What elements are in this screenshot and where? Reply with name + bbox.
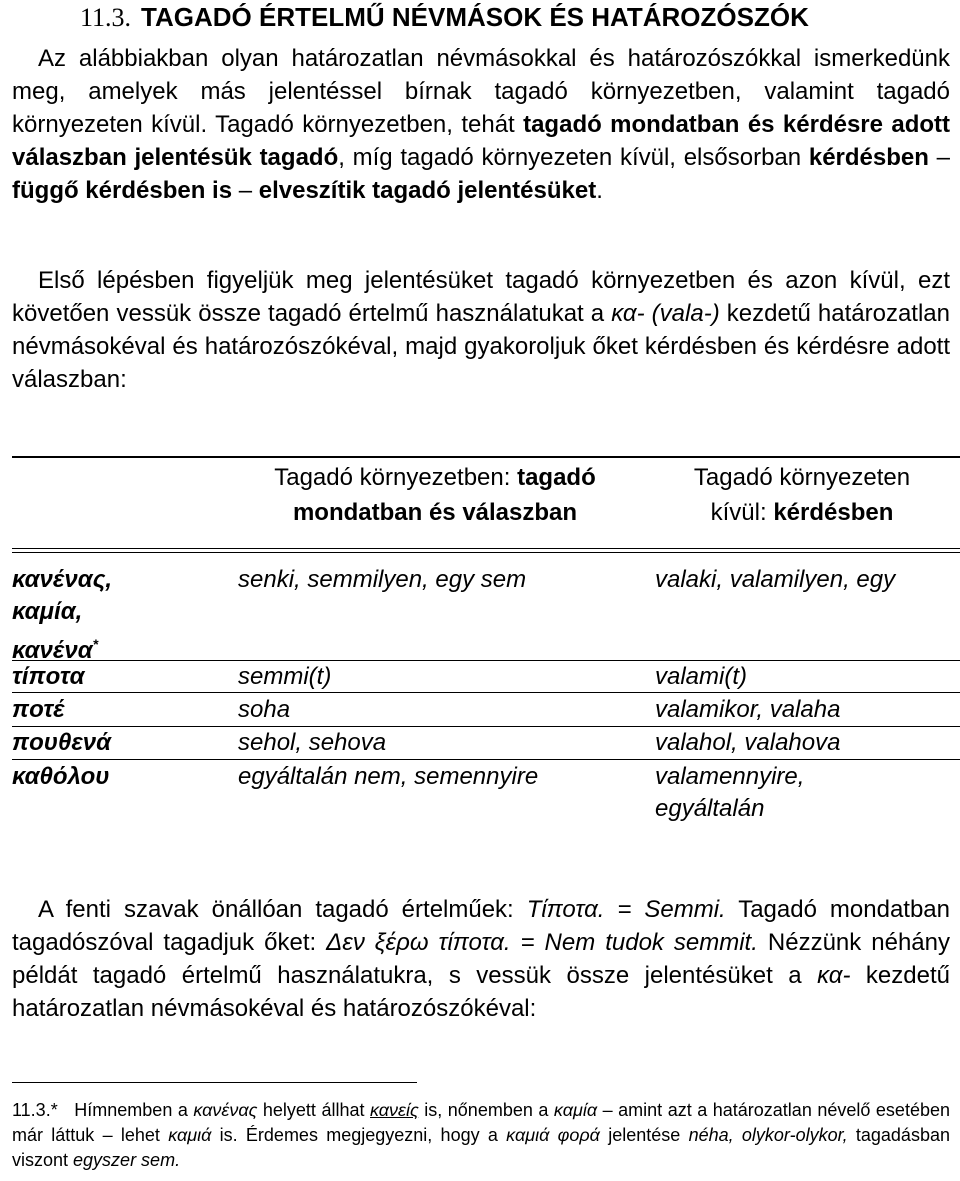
second-text-2: kezdetű határozatlan névmásokéval és határozószókéval, majd gyakoroljuk őket kérdésben és kérdésre adott válaszban: [12, 300, 951, 393]
positive-line-2: egyáltalán [655, 795, 765, 822]
footnote-text: is, nőnemben a [418, 1100, 554, 1120]
table-cell-negative: egyáltalán nem, semennyire [238, 763, 539, 790]
table-cell-positive: valami(t) [655, 663, 748, 690]
intro-bold-2: kérdésben [808, 144, 929, 171]
table-cell-negative: semmi(t) [238, 663, 332, 690]
closing-text-1: A fenti szavak önállóan tagadó értelműek: [38, 896, 527, 923]
section-number: 11.3. [80, 3, 132, 32]
col1-bold-2: mondatban és válaszban [292, 499, 578, 526]
section-title: TAGADÓ ÉRTELMŰ NÉVMÁSOK ÉS HATÁROZÓSZÓK [141, 2, 809, 32]
greek-word: κανένας, [12, 566, 113, 593]
footnote-text: tagadásban viszont [12, 1125, 950, 1170]
intro-text-2: , míg tagadó környezeten kívül, elsősorban [338, 144, 809, 171]
column-header-negative [235, 460, 635, 530]
col2-plain-2: kívül: [710, 499, 774, 526]
intro-bold-1: tagadó mondatban és kérdésre adott válaszban jelentésük tagadó [12, 111, 951, 171]
second-text-1: Első lépésben figyeljük meg jelentésüket tagadó környezetben és azon kívül, ezt követően vessük össze tagadó értelmű használatukat a [12, 267, 950, 327]
table-cell-positive: valaki, valamilyen, egy [655, 566, 896, 593]
table-cell-negative: sehol, sehova [238, 729, 387, 756]
table-row-greek: καθόλου [12, 763, 110, 790]
table-top-rule [12, 456, 960, 458]
table-header-rule [12, 548, 960, 553]
table-cell-negative: senki, semmilyen, egy sem [238, 566, 527, 593]
closing-text-4: kezdetű határozatlan névmásokéval és határozószókéval: [12, 962, 950, 1022]
footnote-rule [12, 1082, 417, 1083]
intro-paragraph [12, 42, 950, 207]
footnote-text: jelentése [599, 1125, 689, 1145]
footnote-italic: egyszer sem. [73, 1150, 181, 1170]
col2-bold: kérdésben [773, 499, 894, 526]
greek-word: κανένα [12, 637, 93, 664]
footnote-greek: καμιά φορά [506, 1125, 600, 1145]
footnote-italic: néha, olykor-olykor, [688, 1125, 848, 1145]
footnote [12, 1098, 950, 1173]
closing-example-1: Τίποτα. = Semmi. [526, 896, 726, 923]
intro-dash-2: – [238, 177, 253, 204]
intro-bold-3: függő kérdésben is [12, 177, 233, 204]
closing-paragraph [12, 893, 950, 1025]
second-vala-prefix: (vala-) [644, 300, 720, 327]
col2-plain-1: Tagadó környezeten [693, 464, 911, 491]
table-row-greek: πουθενά [12, 729, 112, 756]
intro-text-1: Az alábbiakban olyan határozatlan névmásokkal és határozószókkal ismerkedünk meg, amelyek más jelentéssel bírnak tagadó környezetben, valamint tagadó környezeten kívül. Tagadó környezetben, tehát [12, 45, 950, 138]
table-cell-positive: valahol, valahova [655, 729, 841, 756]
closing-text-2: Tagadó mondatban tagadószóval tagadjuk őket: [12, 896, 950, 956]
table-row-rule [12, 660, 960, 661]
closing-example-2: Δεν ξέρω τίποτα. = Nem tudok semmit. [326, 929, 758, 956]
col1-plain: Tagadó környezetben: [274, 464, 518, 491]
footnote-text: Hímnemben a [74, 1100, 194, 1120]
intro-dash-1: – [936, 144, 950, 171]
table-cell-negative: soha [238, 696, 291, 723]
closing-greek-prefix: κα- [817, 962, 851, 989]
table-cell-positive [655, 761, 804, 825]
footnote-text: helyett állhat [257, 1100, 371, 1120]
table-cell-positive: valamikor, valaha [655, 696, 841, 723]
col1-bold-1: tagadó [517, 464, 596, 491]
footnote-greek: καμιά [168, 1125, 212, 1145]
second-paragraph [12, 264, 950, 396]
table-row-rule [12, 692, 960, 693]
footnote-marker: * [92, 636, 99, 652]
intro-period: . [596, 177, 603, 204]
intro-bold-4: elveszítik tagadó jelentésüket [258, 177, 597, 204]
footnote-greek: κανένας [193, 1100, 258, 1120]
table-row-greek: ποτέ [12, 696, 65, 723]
footnote-text: is. Érdemes megjegyezni, hogy a [211, 1125, 507, 1145]
closing-text-3: Nézzünk néhány példát tagadó értelmű használatukra, s vessük össze jelentésüket a [12, 929, 950, 989]
footnote-label: 11.3.* [12, 1100, 58, 1120]
table-row-greek: τίποτα [12, 663, 85, 690]
footnote-greek: κανείς [370, 1100, 419, 1120]
table-row-rule [12, 759, 960, 760]
footnote-text: – amint azt a határozatlan névelő esetében már láttuk – lehet [12, 1100, 950, 1145]
column-header-positive [652, 460, 952, 530]
greek-word: καμία, [12, 598, 83, 625]
second-greek-prefix: κα- [611, 300, 645, 327]
table-row-greek [12, 564, 112, 667]
footnote-greek: καμία [553, 1100, 598, 1120]
section-heading [80, 2, 809, 33]
positive-line-1: valamennyire, [655, 763, 805, 790]
